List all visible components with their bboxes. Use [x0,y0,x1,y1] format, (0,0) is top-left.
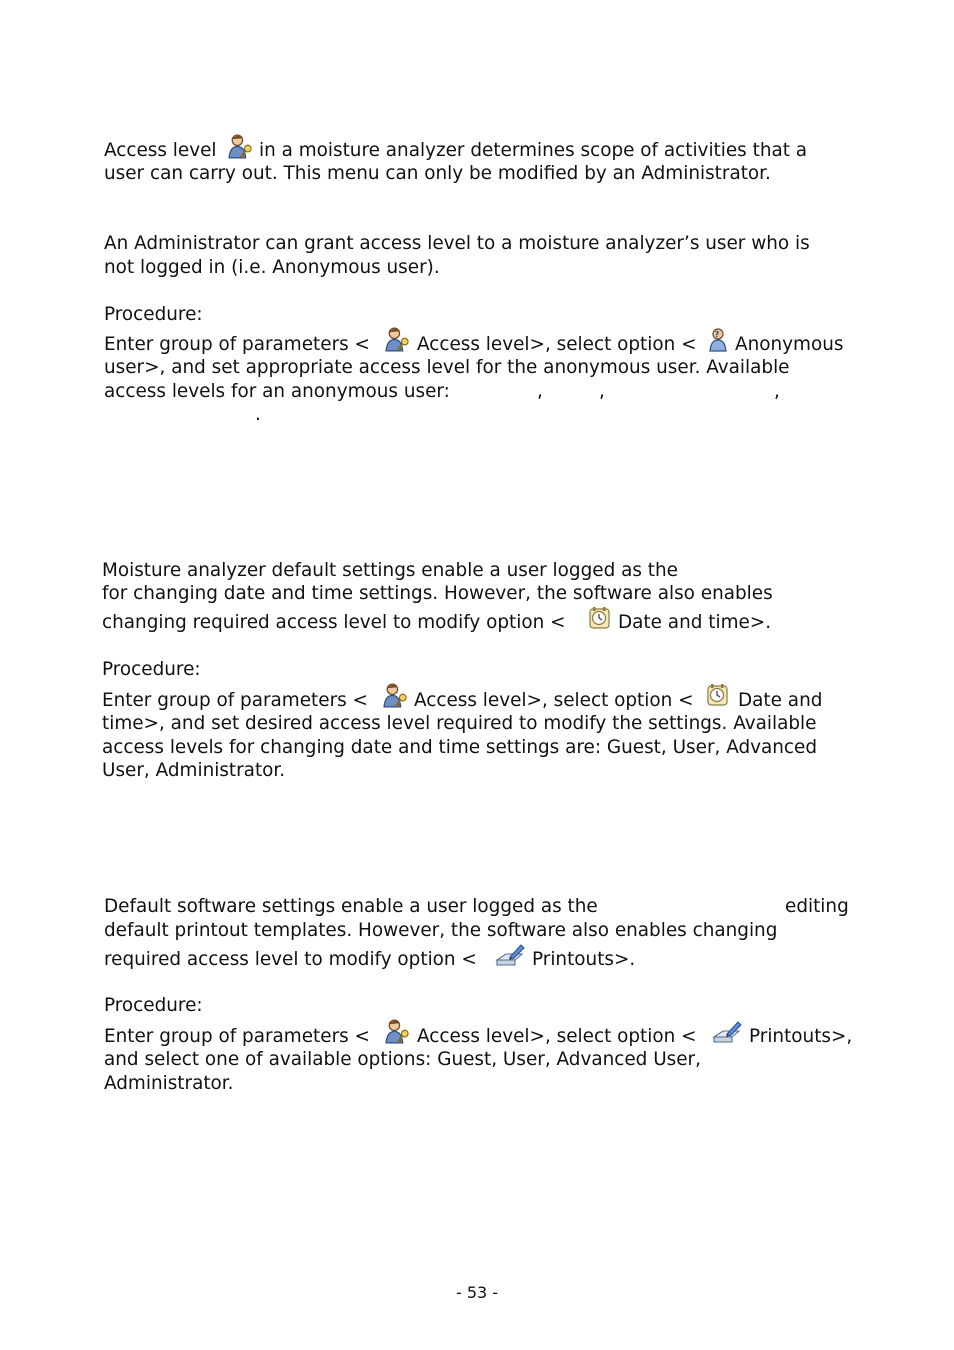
date-and-time-icon [705,682,731,708]
anonymous-user-icon [706,326,732,352]
printouts-intro-line-2: default printout templates. However, the software also enables changing [104,920,778,941]
anonymous-intro-line-1: An Administrator can grant access level to a moisture analyzer’s user who is [104,233,810,254]
access-level-icon [384,326,411,353]
anonymous-procedure-line-2: user>, and set appropriate access level for the anonymous user. Available [104,357,790,378]
anonymous-intro-line-2: not logged in (i.e. Anonymous user). [104,257,440,278]
printouts-icon [494,942,526,968]
intro-text-start: Access level [104,140,217,161]
access-level-icon [227,133,254,160]
date-time-intro-line-3: Date and time>. [618,612,772,633]
levels-terminator: . [255,404,261,425]
procedure-label: Procedure: [104,304,203,325]
access-level-icon [382,682,409,709]
printouts-procedure-line-3: Administrator. [104,1073,234,1094]
anonymous-procedure-text: Enter group of parameters < [104,334,370,355]
date-time-procedure-text: Date and [738,690,823,711]
date-time-intro-line-1: Moisture analyzer default settings enable a user logged as the [102,560,678,581]
date-time-procedure-text: Enter group of parameters < [102,690,368,711]
date-time-procedure-line-2: time>, and set desired access level required to modify the settings. Available [102,713,817,734]
printouts-intro-line-3: Printouts>. [532,949,636,970]
intro-text-line-2: user can carry out. This menu can only be modified by an Administrator. [104,163,771,184]
printouts-intro-line-1-end: editing [785,896,849,917]
date-time-intro-line-3: changing required access level to modify option < [102,612,566,633]
printouts-intro-line-1: Default software settings enable a user logged as the [104,896,598,917]
anonymous-procedure-text: Access level>, select option < [417,334,697,355]
anonymous-levels-text: access levels for an anonymous user: [104,381,450,402]
levels-separator: , [774,381,780,402]
printouts-procedure-line-2: and select one of available options: Guest, User, Advanced User, [104,1049,701,1070]
date-and-time-icon [587,605,613,631]
anonymous-procedure-text: Anonymous [735,334,844,355]
printouts-procedure-text: Access level>, select option < [417,1026,697,1047]
intro-text-rest: in a moisture analyzer determines scope of activities that a [259,140,808,161]
page-number: - 53 - [455,1283,499,1302]
date-time-procedure-line-4: User, Administrator. [102,760,286,781]
printouts-procedure-text: Printouts>, [749,1026,853,1047]
procedure-label: Procedure: [102,659,201,680]
date-time-procedure-text: Access level>, select option < [414,690,694,711]
access-level-icon [384,1018,411,1045]
procedure-label: Procedure: [104,995,203,1016]
date-time-procedure-line-3: access levels for changing date and time settings are: Guest, User, Advanced [102,737,818,758]
printouts-intro-line-3: required access level to modify option < [104,949,477,970]
levels-separator: , [537,381,543,402]
printouts-procedure-text: Enter group of parameters < [104,1026,370,1047]
printouts-icon [711,1019,743,1045]
date-time-intro-line-2: for changing date and time settings. However, the software also enables [102,583,773,604]
levels-separator: , [599,381,605,402]
